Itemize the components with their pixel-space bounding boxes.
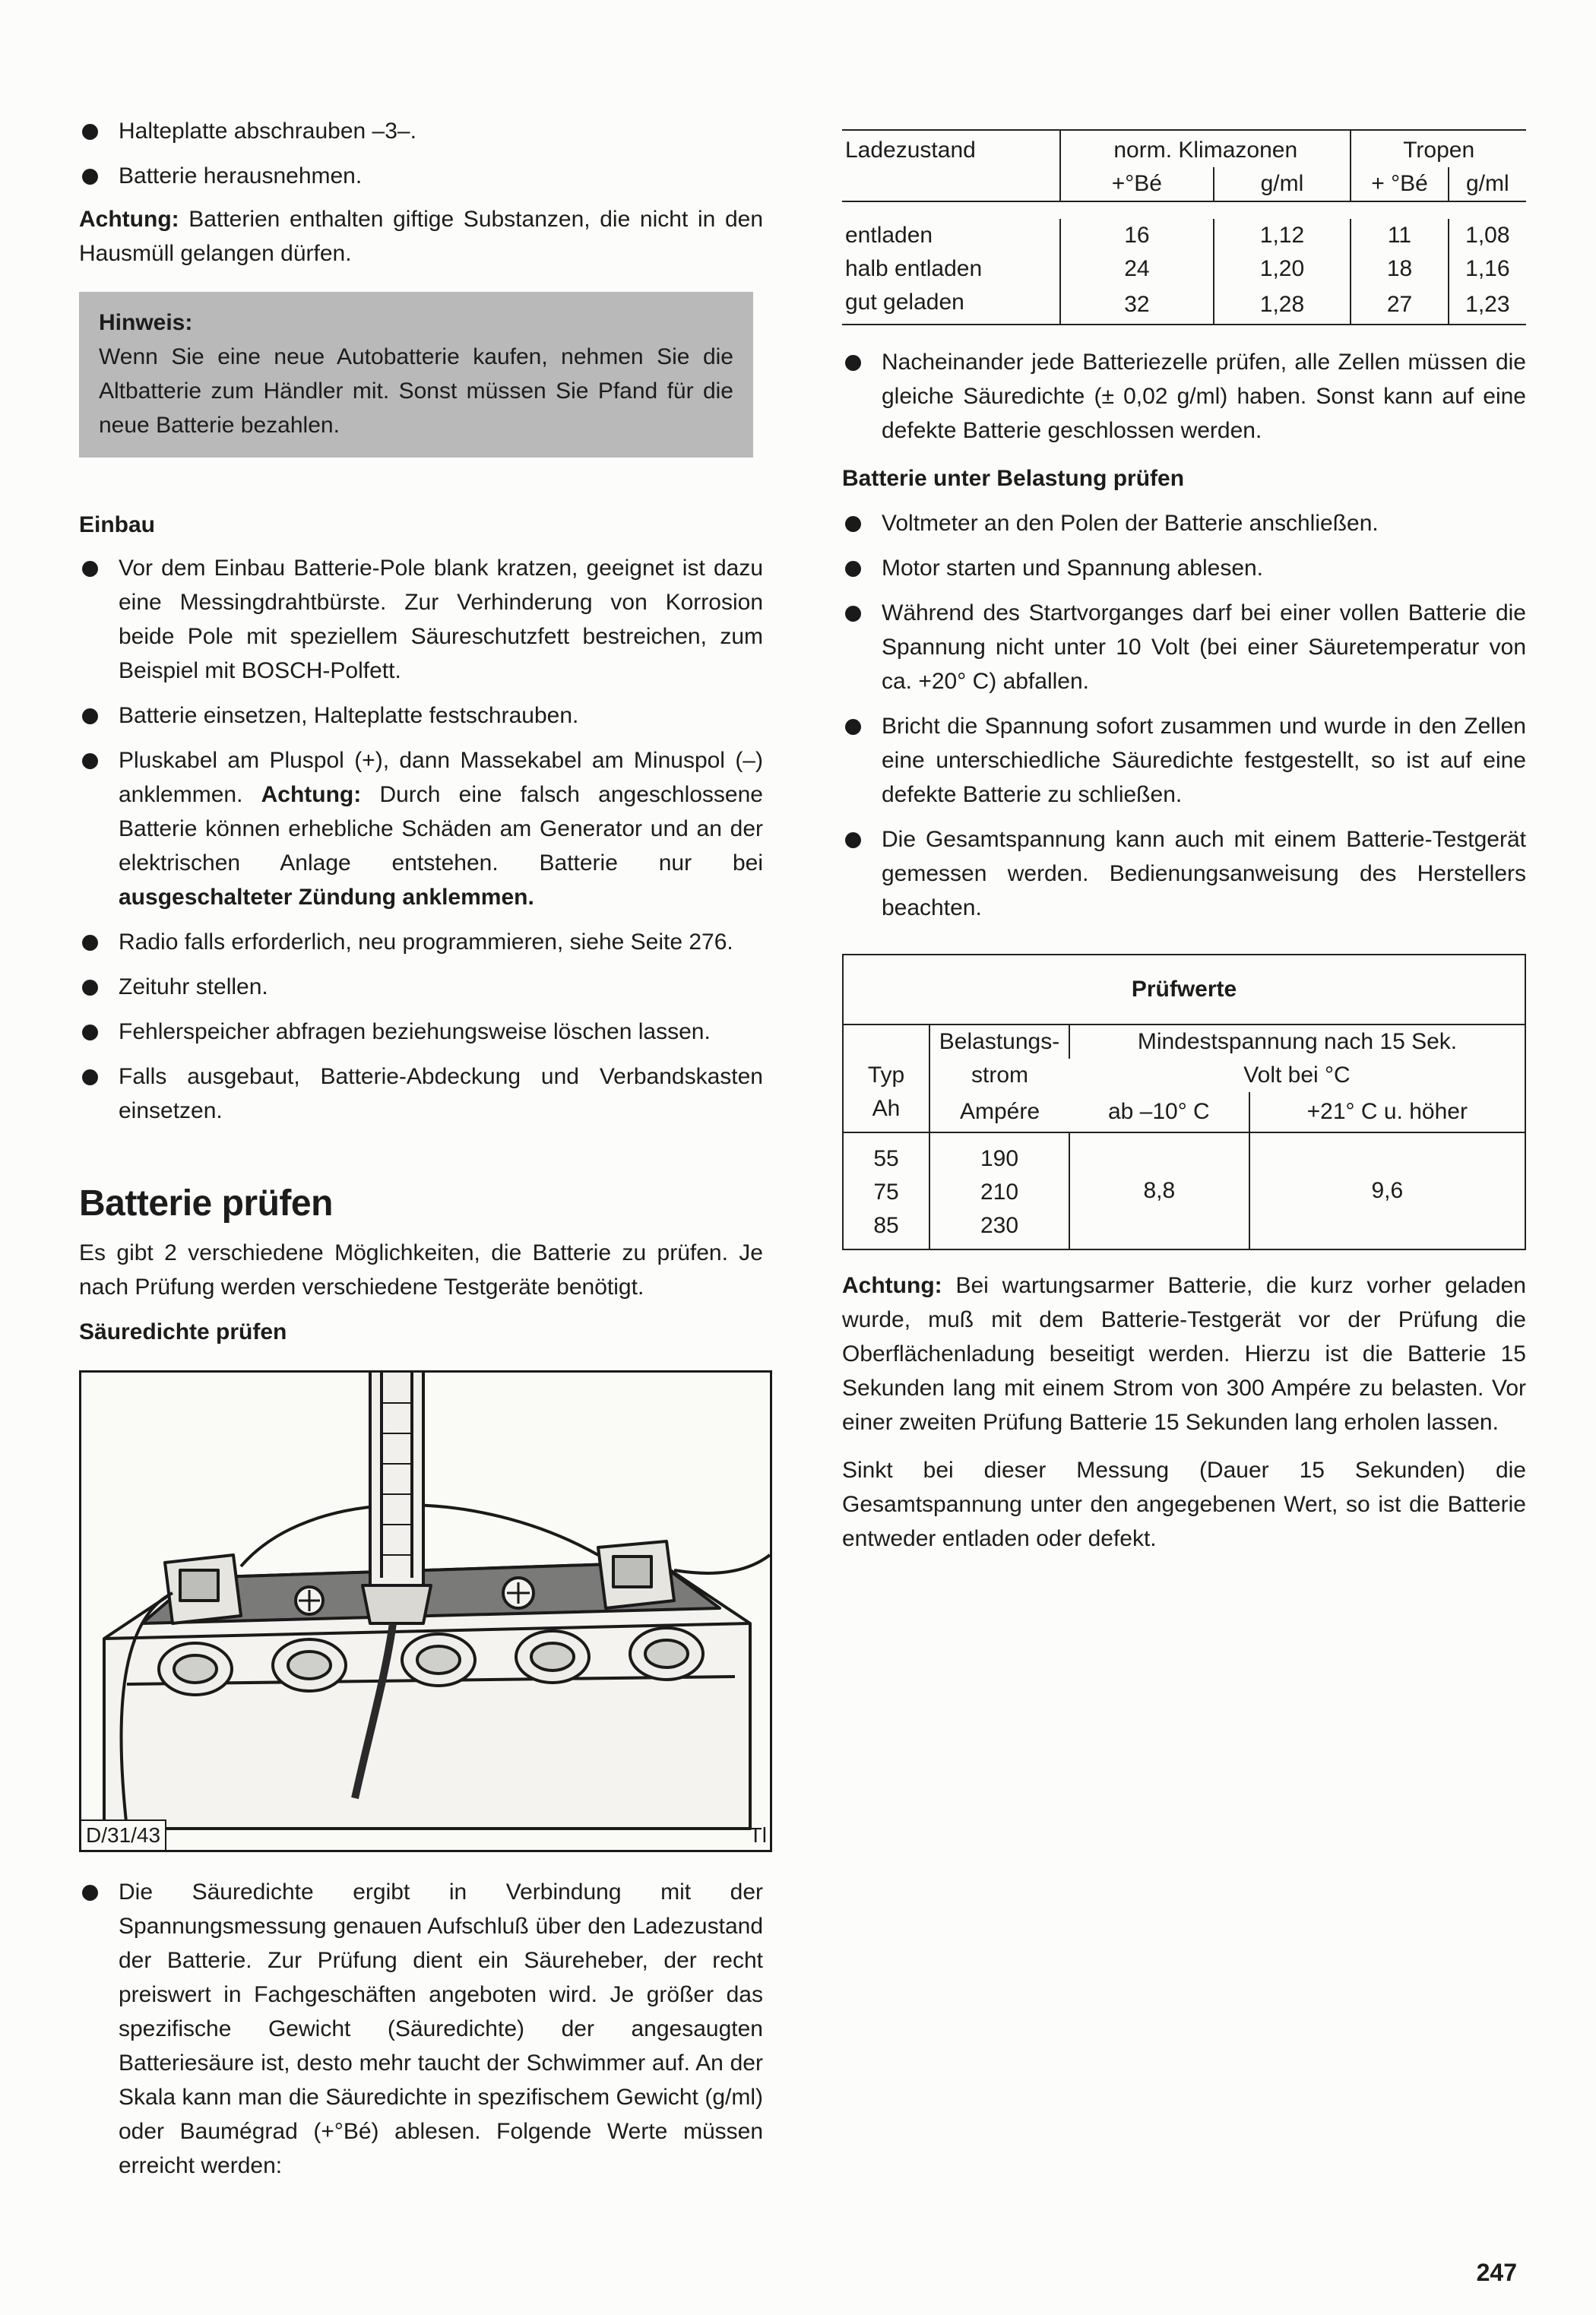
density-cell-g1: 1,12 xyxy=(1214,219,1351,252)
page-number: 247 xyxy=(1476,2259,1517,2286)
test-cell-type: 55 xyxy=(843,1132,929,1176)
warning-text: Batterien enthalten giftige Substanzen, die nicht in den Hausmüll gelangen dürfen. xyxy=(79,207,763,266)
test-head-load1: Belastungs- xyxy=(929,1024,1069,1059)
achtung-label: Achtung: xyxy=(842,1273,942,1298)
density-sub-gml1: g/ml xyxy=(1214,167,1351,201)
battery-illustration xyxy=(81,1373,770,1850)
cells-bullet: Nacheinander jede Batteriezelle prüfen, alle Zellen müssen die gleiche Säuredichte (± 0,02 g/ml) haben. Sonst kann auf eine defekte Batterie geschlossen werden. xyxy=(842,345,1526,448)
einbau-heading: Einbau xyxy=(79,512,156,537)
load-bullet-2: Motor starten und Spannung ablesen. xyxy=(842,551,1526,585)
test-head-load2: strom xyxy=(929,1059,1069,1092)
test-cell-warm: 9,6 xyxy=(1249,1132,1525,1249)
einbau-bullet-2: Batterie einsetzen, Halteplatte festschrauben. xyxy=(79,698,763,733)
test-cell-type: 85 xyxy=(873,1213,899,1238)
warning-paragraph xyxy=(79,202,763,271)
density-col-norm: norm. Klimazonen xyxy=(1060,130,1351,167)
density-cell-be1: 16 xyxy=(1060,219,1213,252)
test-cell-current: 190 xyxy=(929,1132,1069,1176)
density-sub-be2: + °Bé xyxy=(1351,167,1448,201)
test-cell-type: 75 xyxy=(873,1180,899,1205)
density-cell-g1: 1,20 xyxy=(1214,252,1351,286)
einbau-bullet-3-bold: ausgeschalteter Zündung anklemmen. xyxy=(119,885,534,910)
density-cell-be2: 18 xyxy=(1351,252,1448,286)
left-column xyxy=(79,114,767,2193)
test-head-warm: +21° C u. höher xyxy=(1249,1092,1525,1132)
figure-label: D/31/43 xyxy=(81,1819,166,1850)
achtung-paragraph xyxy=(842,1268,1526,1439)
density-cell-state: halb entladen xyxy=(845,256,983,281)
density-sub-be1: +°Bé xyxy=(1060,167,1213,201)
hint-text: Wenn Sie eine neue Autobatterie kaufen, nehmen Sie die Altbatterie zum Händler mit. Sonst müssen Sie Pfand für die neue Batterie bezahlen. xyxy=(99,344,733,438)
density-sub-gml2: g/ml xyxy=(1449,167,1526,201)
density-cell-g2: 1,16 xyxy=(1449,252,1526,286)
saeure-bullet: Die Säuredichte ergibt in Verbindung mit der Spannungsmessung genauen Aufschluß über den Ladezustand der Batterie. Zur Prüfung dient ein Säureheber, der recht preiswert in Fachgeschäften angeboten wird. Je größer das spezifische Gewicht (Säuredichte) der angesaugten Batteriesäure ist, desto mehr taucht der Schwimmer auf. An der Skala kann man die Säuredichte in spezifischem Gewicht (g/ml) oder Baumégrad (+°Bé) ablesen. Folgende Werte müssen erreicht werden: xyxy=(79,1875,763,2183)
battery-hydrometer-figure xyxy=(79,1370,772,1852)
einbau-bullet-7: Falls ausgebaut, Batterie-Abdeckung und Verbandskasten einsetzen. xyxy=(79,1059,763,1128)
test-values-table xyxy=(842,954,1526,1250)
section-title: Batterie prüfen xyxy=(79,1183,333,1224)
density-row xyxy=(842,286,1526,325)
test-table-title: Prüfwerte xyxy=(1131,977,1237,1002)
load-bullet-3: Während des Startvorganges darf bei einer vollen Batterie die Spannung nicht unter 10 Volt (bei einer Säuretemperatur von ca. +20° C) abfallen. xyxy=(842,596,1526,698)
density-cell-state: gut geladen xyxy=(845,290,964,315)
einbau-bullet-3-warning: Achtung: xyxy=(261,782,362,807)
einbau-bullet-4: Radio falls erforderlich, neu programmieren, siehe Seite 276. xyxy=(79,925,763,959)
density-col-trop: Tropen xyxy=(1351,130,1526,167)
density-col-state: Ladezustand xyxy=(845,138,976,163)
load-bullet-5: Die Gesamtspannung kann auch mit einem Batterie-Testgerät gemessen werden. Bedienungsanweisung des Herstellers beachten. xyxy=(842,822,1526,925)
test-head-load3: Ampére xyxy=(929,1092,1069,1132)
warning-label: Achtung: xyxy=(79,207,179,232)
test-head-min2: Volt bei °C xyxy=(1243,1062,1351,1088)
hint-title: Hinweis: xyxy=(99,310,193,335)
density-cell-g2: 1,23 xyxy=(1449,286,1526,325)
density-cell-be1: 32 xyxy=(1060,286,1213,325)
bullet-remove-battery: Batterie herausnehmen. xyxy=(79,159,763,193)
einbau-bullet-1: Vor dem Einbau Batterie-Pole blank kratzen, geeignet ist dazu eine Messingdrahtbürste. Zur Verhinderung von Korrosion beide Pole mit speziellem Säureschutzfett bestreichen, zum Beispiel mit BOSCH-Polfett. xyxy=(79,551,763,688)
saeure-heading: Säuredichte prüfen xyxy=(79,1319,287,1344)
figure-mark: Tl xyxy=(749,1823,767,1847)
achtung-text: Bei wartungsarmer Batterie, die kurz vorher geladen wurde, muß mit dem Batterie-Testgerät vor der Prüfung die Oberflächenladung beseitigt werden. Hierzu ist die Batterie 15 Sekunden lang mit einem Strom von 300 Ampére zu belasten. Vor einer zweiten Prüfung Batterie 15 Sekunden lang erholen lassen. xyxy=(842,1273,1526,1435)
load-bullet-1: Voltmeter an den Polen der Batterie anschließen. xyxy=(842,506,1526,540)
bullet-remove-plate: Halteplatte abschrauben –3–. xyxy=(79,114,763,148)
einbau-bullet-3-text-a: Pluskabel am Pluspol (+), dann Massekabel am Minuspol (–) anklemmen. xyxy=(119,748,763,807)
final-paragraph: Sinkt bei dieser Messung (Dauer 15 Sekunden) die Gesamtspannung unter den angegebenen Wert, so ist die Batterie entweder entladen oder defekt. xyxy=(842,1458,1526,1551)
einbau-bullet-3-text-c: Durch eine falsch angeschlossene Batterie können erhebliche Schäden am Generator und an der elektrischen Anlage entstehen. Batterie nur bei xyxy=(119,782,763,876)
density-row xyxy=(842,252,1526,286)
load-heading: Batterie unter Belastung prüfen xyxy=(842,466,1185,491)
einbau-bullet-3 xyxy=(79,743,763,914)
right-column xyxy=(842,129,1526,1556)
test-head-type2: Ah xyxy=(872,1096,901,1121)
test-cell-cold: 8,8 xyxy=(1069,1132,1249,1249)
hint-box xyxy=(79,292,753,458)
test-head-min1: Mindestspannung nach 15 Sek. xyxy=(1069,1024,1525,1059)
einbau-bullet-5: Zeituhr stellen. xyxy=(79,970,763,1004)
load-bullet-4: Bricht die Spannung sofort zusammen und wurde in den Zellen eine unterschiedliche Säuredichte festgestellt, so ist auf eine defekte Batterie zu schließen. xyxy=(842,709,1526,812)
density-cell-g2: 1,08 xyxy=(1449,219,1526,252)
density-cell-be2: 27 xyxy=(1351,286,1448,325)
density-cell-be1: 24 xyxy=(1060,252,1213,286)
test-head-type1: Typ xyxy=(867,1062,905,1088)
einbau-bullet-6: Fehlerspeicher abfragen beziehungsweise löschen lassen. xyxy=(79,1015,763,1049)
density-row xyxy=(842,219,1526,252)
test-cell-current: 230 xyxy=(929,1209,1069,1249)
section-intro: Es gibt 2 verschiedene Möglichkeiten, die Batterie zu prüfen. Je nach Prüfung werden verschiedene Testgeräte benötigt. xyxy=(79,1240,763,1300)
density-table xyxy=(842,129,1526,325)
test-head-cold: ab –10° C xyxy=(1107,1099,1210,1124)
density-cell-g1: 1,28 xyxy=(1214,286,1351,325)
test-cell-current: 210 xyxy=(929,1176,1069,1209)
density-cell-be2: 11 xyxy=(1351,219,1448,252)
density-cell-state: entladen xyxy=(845,223,933,248)
